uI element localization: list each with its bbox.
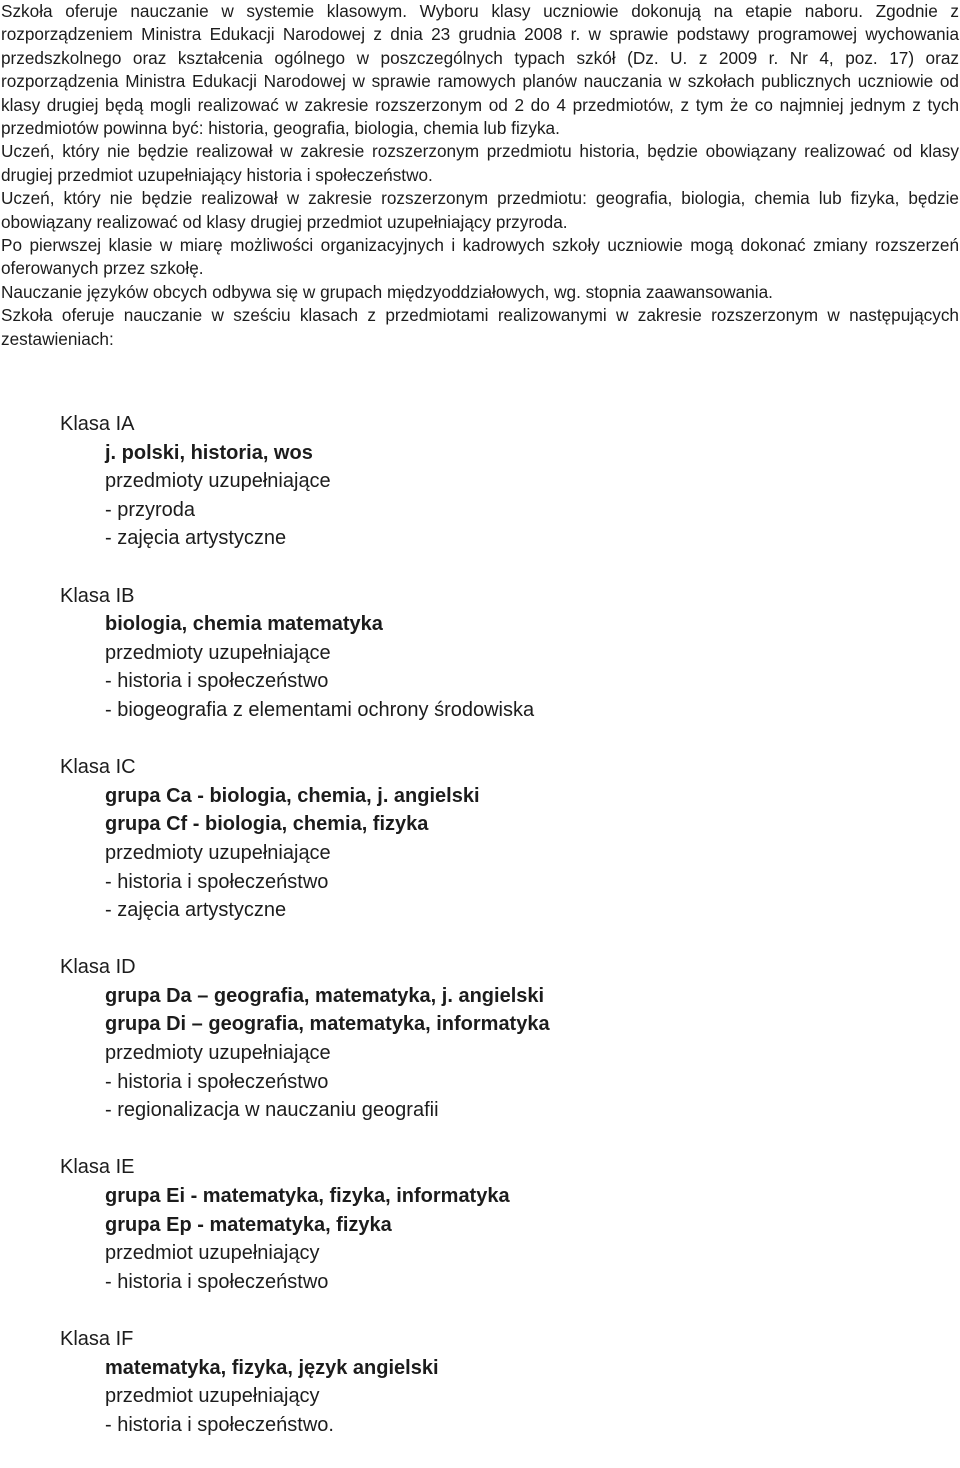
- group-subjects: grupa Cf - biologia, chemia, fizyka: [105, 813, 429, 836]
- supplementary-subject: - historia i społeczeństwo: [105, 670, 329, 693]
- class-block: [60, 1153, 940, 1296]
- supplementary-subject: - przyroda: [105, 498, 196, 521]
- supplementary-subject: - regionalizacja w nauczaniu geografii: [105, 1099, 439, 1122]
- extended-subjects: matematyka, fizyka, język angielski: [105, 1356, 439, 1379]
- intro-paragraph: Szkoła oferuje nauczanie w sześciu klasach z przedmiotami realizowanymi w zakresie rozszerzonym w następujących zestawieniach:: [1, 305, 959, 349]
- supplementary-heading: przedmiot uzupełniający: [105, 1242, 320, 1265]
- class-title: Klasa IE: [60, 1156, 135, 1179]
- class-subjects: [60, 782, 940, 925]
- supplementary-subject: - historia i społeczeństwo: [105, 1270, 329, 1293]
- class-title: Klasa IF: [60, 1328, 134, 1350]
- class-block: [60, 582, 940, 725]
- class-list: [60, 410, 940, 1468]
- class-subjects: [60, 982, 940, 1125]
- class-subjects: [60, 1182, 940, 1296]
- supplementary-heading: przedmioty uzupełniające: [105, 841, 331, 864]
- intro-paragraph: Szkoła oferuje nauczanie w systemie klasowym. Wyboru klasy uczniowie dokonują na etapie naboru. Zgodnie z rozporządzeniem Ministra Edukacji Narodowej z dnia 23 grudnia 2008 r. w sprawie podstawy programowej wychowania przedszkolnego oraz kształcenia ogólnego w poszczególnych typach szkół (Dz. U. z 2009 r. Nr 4, poz. 17) oraz rozporządzenia Ministra Edukacji Narodowej w sprawie ramowych planów nauczania w szkołach publicznych uczniowie od klasy drugiej będą mogli realizować w zakresie rozszerzonym od 2 do 4 przedmiotów, z tym że co najmniej jednym z tych przedmiotów powinna być: historia, geografia, biologia, chemia lub fizyka.: [1, 1, 959, 139]
- supplementary-subject: - historia i społeczeństwo: [105, 870, 329, 893]
- intro-paragraph: Po pierwszej klasie w miarę możliwości organizacyjnych i kadrowych szkoły uczniowie mogą dokonać zmiany rozszerzeń oferowanych przez szkołę.: [1, 235, 959, 279]
- supplementary-subject: - historia i społeczeństwo.: [105, 1413, 334, 1436]
- supplementary-subject: - historia i społeczeństwo: [105, 1070, 329, 1093]
- supplementary-heading: przedmioty uzupełniające: [105, 641, 331, 664]
- intro-section: [1, 0, 959, 351]
- group-subjects: grupa Di – geografia, matematyka, informatyka: [105, 1013, 550, 1036]
- group-subjects: grupa Ei - matematyka, fizyka, informatyka: [105, 1185, 510, 1208]
- group-subjects: grupa Ep - matematyka, fizyka: [105, 1213, 392, 1236]
- supplementary-subject: - zajęcia artystyczne: [105, 899, 287, 922]
- supplementary-subject: - zajęcia artystyczne: [105, 527, 287, 550]
- class-block: [60, 953, 940, 1125]
- extended-subjects: biologia, chemia matematyka: [105, 613, 383, 636]
- intro-paragraph: Uczeń, który nie będzie realizował w zakresie rozszerzonym przedmiotu historia, będzie obowiązany realizować od klasy drugiej przedmiot uzupełniający historia i społeczeństwo.: [1, 141, 959, 185]
- intro-paragraph: Nauczanie języków obcych odbywa się w grupach międzyoddziałowych, wg. stopnia zaawansowania.: [1, 281, 773, 302]
- group-subjects: grupa Da – geografia, matematyka, j. angielski: [105, 984, 545, 1007]
- supplementary-heading: przedmiot uzupełniający: [105, 1385, 320, 1408]
- class-block: [60, 410, 940, 553]
- intro-paragraph: Uczeń, który nie będzie realizował w zakresie rozszerzonym przedmiotu: geografia, biologia, chemia lub fizyka, będzie obowiązany realizować od klasy drugiej przedmiot uzupełniający przyroda.: [1, 188, 959, 232]
- class-block: [60, 1325, 940, 1439]
- group-subjects: grupa Ca - biologia, chemia, j. angielski: [105, 784, 480, 807]
- class-title: Klasa IB: [60, 584, 135, 607]
- supplementary-heading: przedmioty uzupełniające: [105, 1042, 331, 1065]
- supplementary-heading: przedmioty uzupełniające: [105, 470, 331, 493]
- class-block: [60, 753, 940, 925]
- class-title: Klasa ID: [60, 956, 136, 979]
- class-subjects: [60, 439, 940, 553]
- class-title: Klasa IC: [60, 756, 136, 779]
- class-title: Klasa IA: [60, 413, 135, 435]
- class-subjects: [60, 610, 940, 724]
- class-subjects: [60, 1354, 940, 1440]
- extended-subjects: j. polski, historia, wos: [105, 441, 313, 464]
- supplementary-subject: - biogeografia z elementami ochrony środowiska: [105, 698, 535, 721]
